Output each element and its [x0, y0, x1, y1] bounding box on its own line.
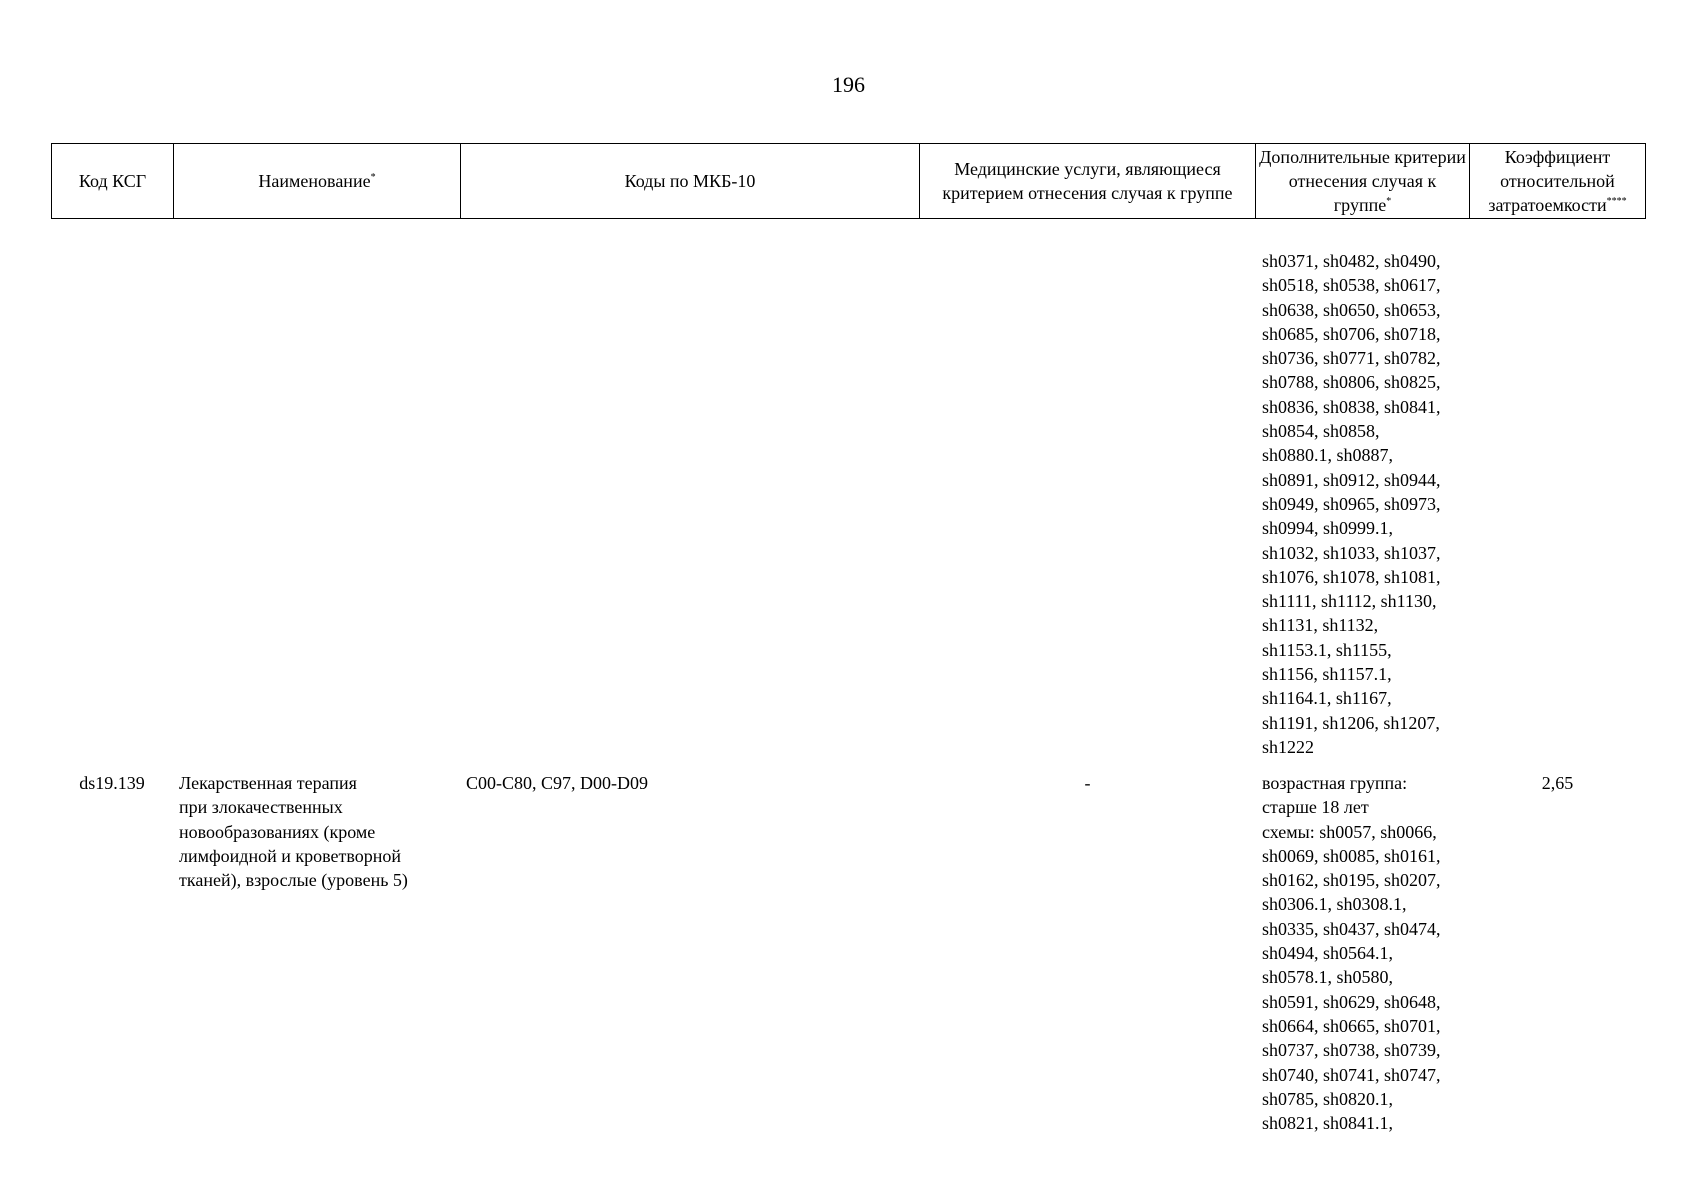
- page-number: 196: [832, 72, 865, 97]
- header-name-label: Наименование: [258, 171, 371, 191]
- row-coefficient: 2,65: [1541, 773, 1574, 793]
- header-icd: [461, 144, 920, 219]
- table-header: [51, 143, 1646, 219]
- header-services: [920, 144, 1256, 219]
- header-name-footnote-mark: *: [370, 172, 376, 183]
- row-services: -: [1084, 773, 1091, 793]
- header-code: [52, 144, 174, 219]
- header-criteria: [1256, 144, 1470, 219]
- header-criteria-footnote-mark: *: [1386, 196, 1392, 207]
- header-name: [174, 144, 461, 219]
- row-name: Лекарственная терапия при злокачественных новообразованиях (кроме лимфоидной и кроветворной тканей), взрослые (уровень 5): [179, 773, 408, 891]
- header-row: [52, 144, 1646, 219]
- row-icd-codes: C00-C80, C97, D00-D09: [466, 773, 649, 793]
- header-coefficient: [1470, 144, 1646, 219]
- header-services-label: Медицинские услуги, являющиеся критерием отнесения случая к группе: [942, 159, 1233, 203]
- header-coefficient-footnote-mark: ****: [1606, 196, 1627, 207]
- continued-schemes-list: sh0371, sh0482, sh0490, sh0518, sh0538, sh0617, sh0638, sh0650, sh0653, sh0685, sh0706, sh0718, sh0736, sh0771, sh0782, sh0788, sh0806, sh0825, sh0836, sh0838, sh0841, sh0854, sh0858, sh0880.1, sh0887, sh0891, sh0912, sh0944, sh0949, sh0965, sh0973, sh0994, sh0999.1, sh1032, sh1033, sh1037, sh1076, sh1078, sh1081, sh1111, sh1112, sh1130, sh1131, sh1132, sh1153.1, sh1155, sh1156, sh1157.1, sh1164.1, sh1167, sh1191, sh1206, sh1207, sh1222: [1262, 251, 1441, 757]
- header-coefficient-label: Коэффициент относительной затратоемкости: [1488, 147, 1615, 215]
- header-code-label: Код КСГ: [78, 171, 147, 191]
- row-criteria: возрастная группа: старше 18 лет схемы: sh0057, sh0066, sh0069, sh0085, sh0161, sh0162, sh0195, sh0207, sh0306.1, sh0308.1, sh0335, sh0437, sh0474, sh0494, sh0564.1, sh0578.1, sh0580, sh0591, sh0629, sh0648, sh0664, sh0665, sh0701, sh0737, sh0738, sh0739, sh0740, sh0741, sh0747, sh0785, sh0820.1, sh0821, sh0841.1,: [1262, 773, 1441, 1134]
- header-criteria-label: Дополнительные критерии отнесения случая к группе: [1259, 147, 1466, 215]
- header-icd-label: Коды по МКБ-10: [624, 171, 756, 191]
- row-code: ds19.139: [79, 773, 145, 793]
